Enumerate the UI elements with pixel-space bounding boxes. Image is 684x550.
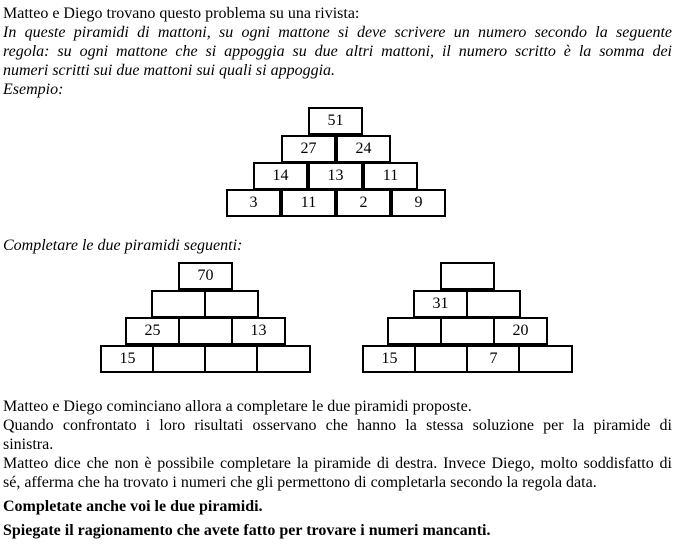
left-brick[interactable]: 13 [231, 317, 286, 345]
right-brick[interactable]: 15 [362, 345, 417, 373]
example-brick: 13 [308, 162, 363, 190]
left-brick[interactable]: 70 [178, 262, 233, 290]
right-brick[interactable] [440, 317, 495, 345]
left-brick[interactable] [256, 345, 311, 373]
right-brick[interactable]: 7 [466, 345, 521, 373]
rule-text-1: In queste piramidi di mattoni, su ogni mattone si deve scrivere un numero secondo la seguente [3, 24, 672, 41]
right-brick[interactable] [466, 290, 521, 318]
rule-text-2: regola: su ogni mattone che si appoggia su due altri mattoni, il numero scritto è la somma dei [3, 43, 672, 60]
example-brick: 51 [308, 107, 363, 135]
example-brick: 11 [281, 189, 336, 217]
left-brick[interactable] [204, 290, 259, 318]
right-brick[interactable] [440, 262, 495, 290]
left-brick[interactable] [178, 317, 233, 345]
example-brick: 14 [253, 162, 308, 190]
right-brick[interactable] [387, 317, 442, 345]
example-label: Esempio: [3, 81, 64, 98]
right-brick[interactable] [414, 345, 469, 373]
left-brick[interactable] [151, 290, 206, 318]
example-brick: 27 [281, 135, 336, 163]
example-brick: 11 [363, 162, 418, 190]
right-brick[interactable]: 20 [493, 317, 548, 345]
rule-text-3: numeri scritti sui due mattoni sui quali si appoggia. [3, 62, 336, 79]
story-text-5: sé, afferma che ha trovato i numeri che gli permettono di completarla secondo la regola data. [3, 474, 597, 491]
story-text-3: sinistra. [3, 436, 54, 453]
left-brick[interactable] [152, 345, 207, 373]
example-brick: 3 [226, 189, 281, 217]
right-brick[interactable] [518, 345, 573, 373]
story-text-2: Quando confrontato i loro risultati osservano che hanno la stessa soluzione per la piramide di [3, 417, 672, 434]
example-brick: 2 [336, 189, 391, 217]
left-brick[interactable] [204, 345, 259, 373]
left-brick[interactable]: 25 [125, 317, 180, 345]
story-text-4: Matteo dice che non è possibile completare la piramide di destra. Invece Diego, molto soddisfatto di [3, 455, 672, 472]
task-1: Completate anche voi le due piramidi. [3, 498, 263, 515]
story-text-1: Matteo e Diego cominciano allora a completare le due piramidi proposte. [3, 398, 472, 415]
right-brick[interactable]: 31 [413, 290, 468, 318]
task-2: Spiegate il ragionamento che avete fatto per trovare i numeri mancanti. [3, 522, 491, 539]
intro-text: Matteo e Diego trovano questo problema su una rivista: [3, 5, 360, 22]
complete-label: Completare le due piramidi seguenti: [3, 237, 243, 254]
example-brick: 9 [391, 189, 446, 217]
example-brick: 24 [336, 135, 391, 163]
left-brick[interactable]: 15 [100, 345, 155, 373]
